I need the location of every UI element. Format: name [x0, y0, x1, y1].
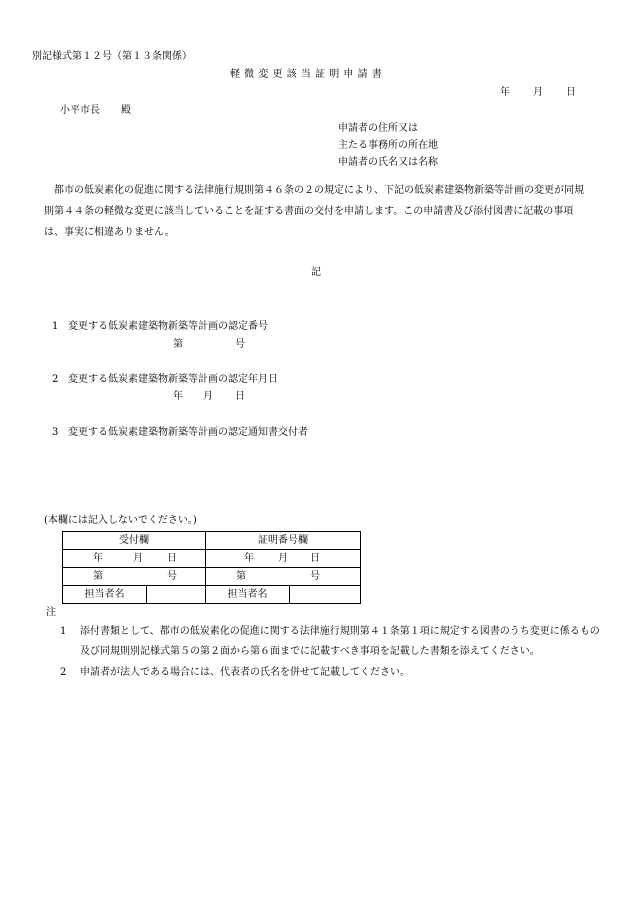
applicant-address-label: 申請者の住所又は — [338, 123, 418, 134]
form-number: 別記様式第１２号（第１３条関係） — [32, 51, 192, 62]
item-sub-year: 年 — [173, 391, 183, 402]
note-number: 2 — [60, 667, 67, 678]
date-day: 日 — [566, 87, 576, 98]
reception-date-cell[interactable]: 年 月 日 — [63, 550, 206, 568]
item-label: 変更する低炭素建築物新築等計画の認定通知書交付者 — [68, 427, 308, 438]
certificate-person-cell[interactable] — [290, 586, 361, 604]
table-person-row — [63, 586, 361, 604]
reception-number-cell[interactable]: 第 号 — [63, 568, 206, 586]
office-use-caption: (本欄には記入しないでください。) — [44, 515, 197, 526]
note-text: 申請者が法人である場合には、代表者の氏名を併せて記載してください。 — [80, 667, 410, 678]
document-title: 軽 微 変 更 該 当 証 明 申 請 書 — [230, 69, 383, 80]
ki-heading: 記 — [311, 267, 321, 278]
note-text: 添付書類として、都市の低炭素化の促進に関する法律施行規則第４１条第１項に規定する図書のうち変更に係るもの及び同規則別記様式第５の第２面から第６面までに記載すべき事項を記載した書類を添えてください。 — [80, 626, 600, 657]
applicant-name-label: 申請者の氏名又は名称 — [338, 157, 438, 168]
note-1 — [60, 622, 600, 662]
addressee: 小平市長 — [60, 105, 100, 116]
certificate-number-cell[interactable]: 第 号 — [206, 568, 361, 586]
item-number: 3 — [52, 427, 59, 438]
body-paragraph — [44, 180, 592, 243]
reception-person-cell[interactable] — [147, 586, 206, 604]
notes-heading: 注 — [46, 607, 56, 618]
item-label: 変更する低炭素建築物新築等計画の認定年月日 — [68, 374, 278, 385]
item-sub-month: 月 — [203, 391, 213, 402]
table-number-row — [63, 568, 361, 586]
item-label: 変更する低炭素建築物新築等計画の認定番号 — [68, 321, 268, 332]
certificate-date-cell[interactable]: 年 月 日 — [206, 550, 361, 568]
item-sub-day: 日 — [235, 391, 245, 402]
body-text: 都市の低炭素化の促進に関する法律施行規則第４６条の２の規定により、下記の低炭素建築物新築等計画の変更が同規則第４４条の軽微な変更に該当していることを証する書面の交付を申請します。この申請書及び添付図書に記載の事項は、事実に相違ありません。 — [44, 185, 584, 238]
office-use-table — [62, 531, 361, 604]
reception-header: 受付欄 — [63, 532, 206, 550]
reception-person-label: 担当者名 — [63, 586, 147, 604]
item-number: 2 — [52, 374, 59, 385]
table-header-row — [63, 532, 361, 550]
item-number: 1 — [52, 321, 59, 332]
date-year: 年 — [500, 87, 510, 98]
item-sub-go: 号 — [235, 339, 245, 350]
applicant-office-label: 主たる事務所の所在地 — [338, 140, 438, 151]
certificate-person-label: 担当者名 — [206, 586, 290, 604]
note-2 — [60, 663, 600, 683]
note-number: 1 — [60, 626, 67, 637]
table-date-row — [63, 550, 361, 568]
certificate-number-header: 証明番号欄 — [206, 532, 361, 550]
item-sub-dai: 第 — [173, 339, 183, 350]
date-month: 月 — [533, 87, 543, 98]
honorific: 殿 — [121, 105, 131, 116]
